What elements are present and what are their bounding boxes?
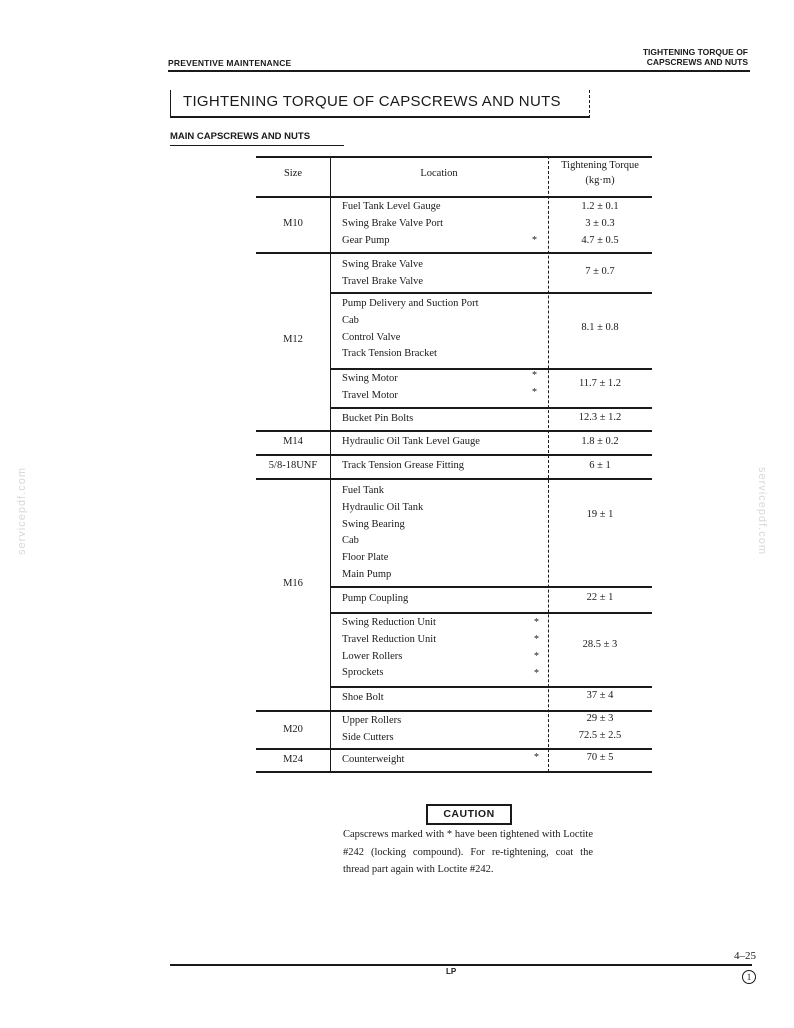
size-unf: 5/8-18UNF <box>268 460 318 471</box>
location-m16-4: Shoe Bolt <box>342 692 384 703</box>
location-item: Swing Reduction Unit <box>342 617 436 628</box>
torque-m12-4: 12.3 ± 1.2 <box>578 412 622 423</box>
watermark-right: servicepdf.com <box>755 467 768 555</box>
loctite-mark: * <box>534 617 539 628</box>
location-item: Travel Reduction Unit <box>342 633 437 645</box>
table-rule-m12-g2 <box>330 368 652 370</box>
location-item: Cab <box>342 535 359 547</box>
header-torque <box>548 158 652 188</box>
header-topic-line1: TIGHTENING TORQUE OF <box>642 47 748 57</box>
torque-group-m10 <box>548 199 652 249</box>
location-item: Pump Delivery and Suction Port <box>342 298 479 309</box>
torque-group-m20 <box>548 711 652 745</box>
location-item: Lower Rollers <box>342 650 403 662</box>
torque-m14: 1.8 ± 0.2 <box>581 436 619 447</box>
page-title-box <box>170 90 590 118</box>
torque-m16-2: 22 ± 1 <box>586 592 614 603</box>
table-rule-header <box>256 196 652 198</box>
location-item: Floor Plate <box>342 552 389 564</box>
header-section-name: PREVENTIVE MAINTENANCE <box>168 58 292 68</box>
torque-value: 29 ± 3 <box>586 713 614 724</box>
location-item: Swing Brake Valve Port <box>342 217 444 229</box>
torque-value: 4.7 ± 0.5 <box>581 234 619 246</box>
header-location: Location <box>420 168 458 179</box>
loctite-mark: * <box>534 634 539 645</box>
torque-m12-3: 11.7 ± 1.2 <box>578 378 622 389</box>
location-group-m16-1 <box>342 483 423 584</box>
size-m20: M20 <box>283 724 303 735</box>
size-m24: M24 <box>283 754 303 765</box>
table-rule-m12-g3 <box>330 407 652 409</box>
table-rule-unf <box>256 478 652 480</box>
header-topic-line2: CAPSCREWS AND NUTS <box>646 57 748 67</box>
location-item: Swing Motor <box>342 373 398 384</box>
header-rule <box>168 70 750 72</box>
location-group-m12-3 <box>342 371 398 405</box>
location-m16-2: Pump Coupling <box>342 593 409 604</box>
table-rule-m16-g1 <box>330 586 652 588</box>
torque-value: 3 ± 0.3 <box>585 217 615 229</box>
loctite-mark: * <box>532 387 537 398</box>
location-m24: Counterweight <box>342 754 405 765</box>
torque-table <box>256 156 652 772</box>
header-topic <box>643 47 748 67</box>
torque-m12-2: 8.1 ± 0.8 <box>581 322 619 333</box>
page-title: TIGHTENING TORQUE OF CAPSCREWS AND NUTS <box>183 93 561 110</box>
footer-code: LP <box>446 967 457 976</box>
loctite-mark: * <box>534 651 539 662</box>
header-torque-unit: (kg·m) <box>585 175 615 186</box>
location-item: Gear Pump <box>342 234 390 246</box>
location-group-m12-2 <box>342 296 479 363</box>
header-torque-line1: Tightening Torque <box>561 160 639 171</box>
location-item: Side Cutters <box>342 731 394 743</box>
location-m12-4: Bucket Pin Bolts <box>342 413 414 424</box>
location-item: Travel Brake Valve <box>342 275 424 287</box>
table-divider-size <box>330 156 331 772</box>
table-rule-m12-g1 <box>330 292 652 294</box>
location-item: Control Valve <box>342 331 401 343</box>
torque-value: 72.5 ± 2.5 <box>578 729 622 741</box>
location-item: Fuel Tank Level Gauge <box>342 201 441 212</box>
table-rule-m10 <box>256 252 652 254</box>
page-number: 4–25 <box>734 950 756 962</box>
size-m16: M16 <box>283 578 303 589</box>
footer-rule <box>170 964 752 966</box>
location-unf: Track Tension Grease Fitting <box>342 460 465 471</box>
loctite-mark: * <box>534 668 539 679</box>
table-rule-m12 <box>256 430 652 432</box>
location-item: Sprockets <box>342 667 384 679</box>
watermark-left: servicepdf.com <box>15 467 28 555</box>
location-item: Swing Bearing <box>342 518 405 530</box>
location-item: Track Tension Bracket <box>342 348 437 360</box>
location-item: Main Pump <box>342 568 392 580</box>
location-item: Upper Rollers <box>342 715 402 726</box>
location-item: Swing Brake Valve <box>342 259 423 270</box>
location-item: Hydraulic Oil Tank <box>342 501 424 513</box>
size-m12: M12 <box>283 334 303 345</box>
size-m14: M14 <box>283 436 303 447</box>
size-m10: M10 <box>283 218 303 229</box>
location-group-m12-1 <box>342 257 423 291</box>
location-m14: Hydraulic Oil Tank Level Gauge <box>342 436 480 447</box>
torque-m16-3: 28.5 ± 3 <box>582 639 618 650</box>
location-group-m16-3 <box>342 615 436 682</box>
location-group-m20 <box>342 713 401 747</box>
torque-value: 1.2 ± 0.1 <box>581 201 619 212</box>
loctite-mark: * <box>532 235 537 246</box>
torque-m12-1: 7 ± 0.7 <box>585 266 615 277</box>
header-size: Size <box>283 168 303 179</box>
location-item: Fuel Tank <box>342 485 384 496</box>
table-rule-m16-g2 <box>330 612 652 614</box>
torque-m16-1: 19 ± 1 <box>586 509 614 520</box>
table-rule-bottom <box>256 771 652 773</box>
revision-mark: 1 <box>742 970 756 984</box>
location-item: Travel Motor <box>342 389 398 401</box>
table-rule-m14 <box>256 454 652 456</box>
torque-m16-4: 37 ± 4 <box>586 690 614 701</box>
loctite-mark: * <box>532 370 537 381</box>
caution-label: CAUTION <box>426 804 512 825</box>
location-item: Cab <box>342 314 359 326</box>
section-title-underline <box>170 145 344 146</box>
caution-text: Capscrews marked with * have been tightened with Loctite #242 (locking compound). For re-tightening, coat the thread part again with Loctite #242. <box>343 829 593 875</box>
loctite-mark: * <box>534 752 539 763</box>
section-title: MAIN CAPSCREWS AND NUTS <box>170 131 311 142</box>
torque-m24: 70 ± 5 <box>586 752 614 763</box>
location-group-m10 <box>342 199 443 249</box>
torque-unf: 6 ± 1 <box>589 460 611 471</box>
